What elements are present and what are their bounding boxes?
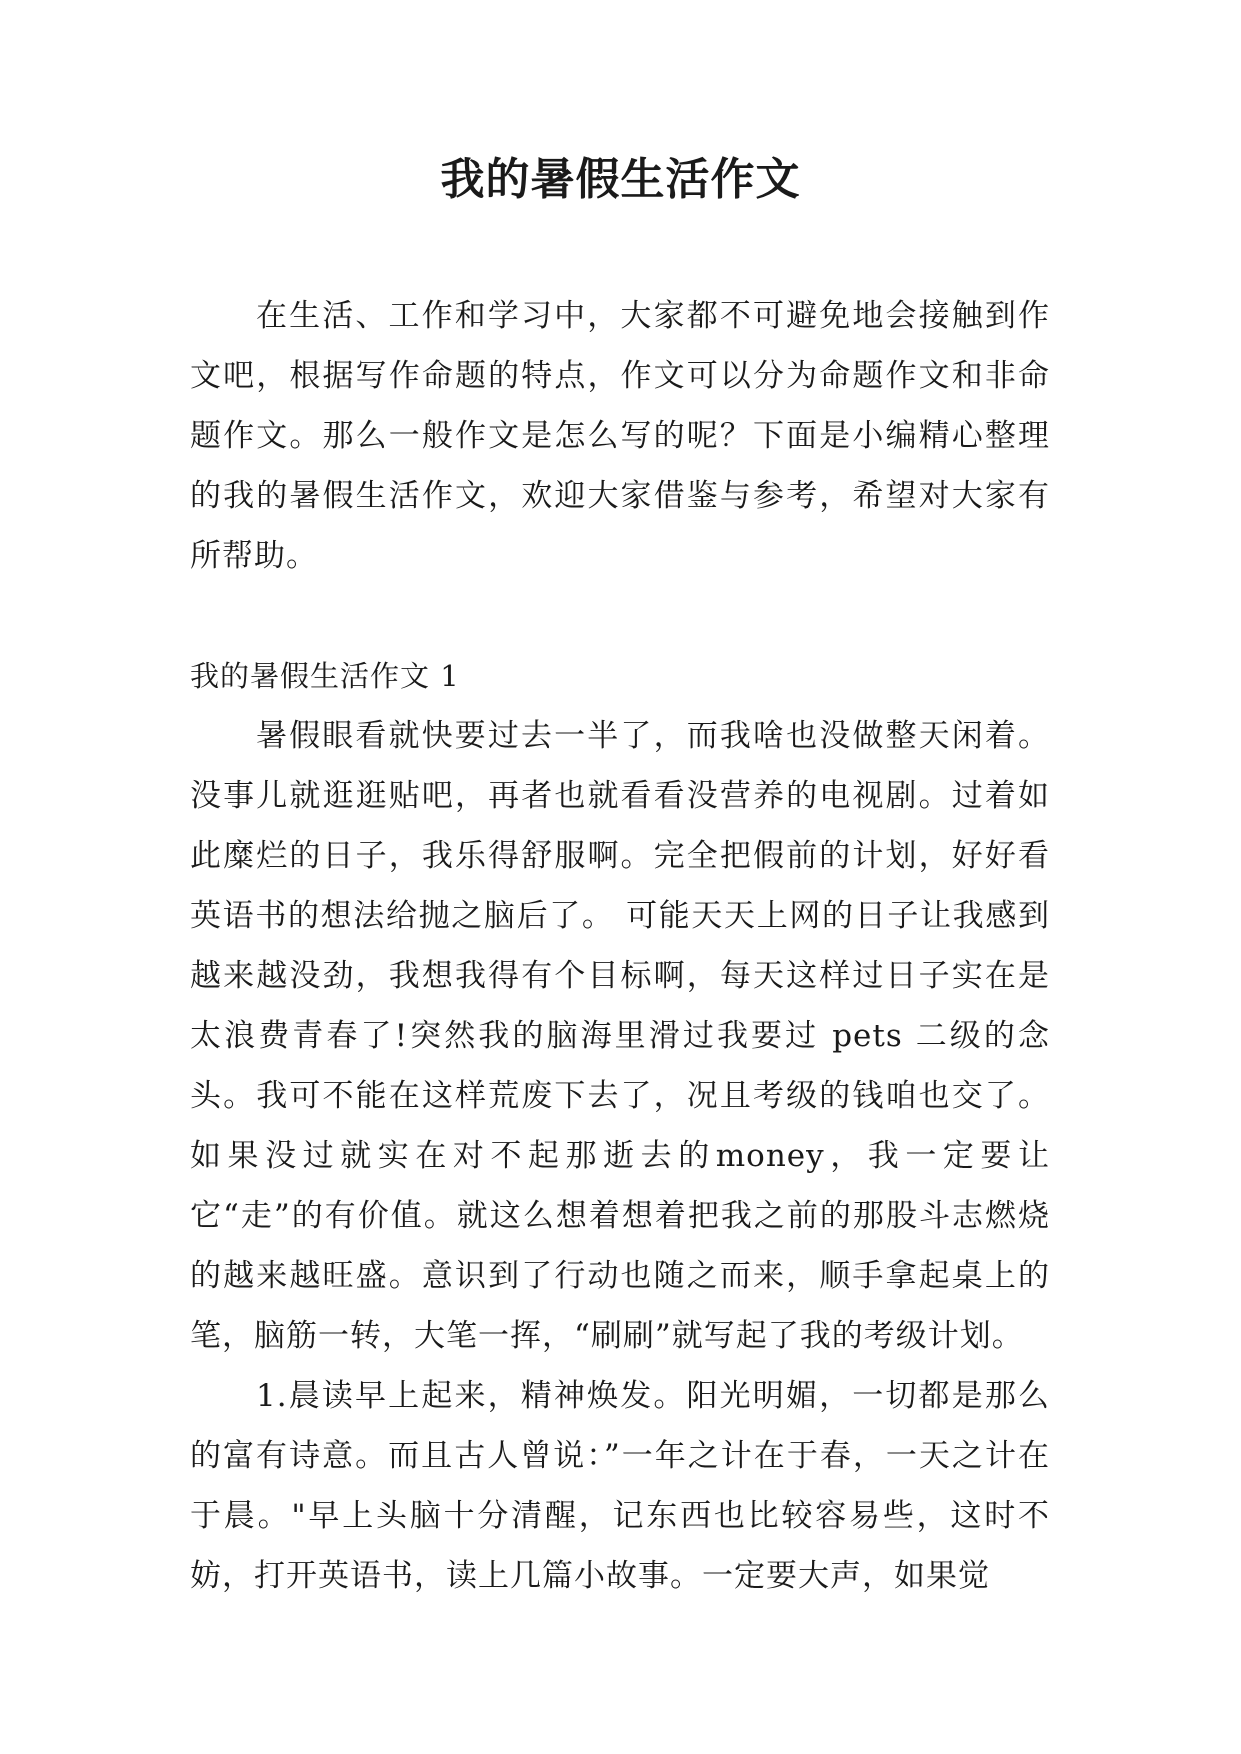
- body-paragraph: 暑假眼看就快要过去一半了，而我啥也没做整天闲着。没事儿就逛逛贴吧，再者也就看看没营养的电视剧。过着如此糜烂的日子，我乐得舒服啊。完全把假前的计划，好好看英语书的想法给抛之脑后了。 可能天天上网的日子让我感到越来越没劲，我想我得有个目标啊，每天这样过日子实在是太浪费青春了!突然我的脑海里滑过我要过 pets 二级的念头。我可不能在这样荒废下去了，况且考级的钱咱也交了。如果没过就实在对不起那逝去的money，我一定要让它“走”的有价值。就这么想着想着把我之前的那股斗志燃烧的越来越旺盛。意识到了行动也随之而来，顺手拿起桌上的笔，脑筋一转，大笔一挥，“刷刷”就写起了我的考级计划。: [190, 718, 1050, 1354]
- document-body: [190, 286, 1050, 1606]
- section-heading: 我的暑假生活作文 1: [190, 659, 460, 693]
- intro-paragraph: 在生活、工作和学习中，大家都不可避免地会接触到作文吧，根据写作命题的特点，作文可以分为命题作文和非命题作文。那么一般作文是怎么写的呢？下面是小编精心整理的我的暑假生活作文，欢迎大家借鉴与参考，希望对大家有所帮助。: [190, 298, 1050, 574]
- document-title: 我的暑假生活作文: [440, 154, 801, 205]
- body-paragraph: 1.晨读早上起来，精神焕发。阳光明媚，一切都是那么的富有诗意。而且古人曾说：”一年之计在于春，一天之计在于晨。"早上头脑十分清醒，记东西也比较容易些，这时不妨，打开英语书，读上几篇小故事。一定要大声，如果觉: [190, 1378, 1050, 1594]
